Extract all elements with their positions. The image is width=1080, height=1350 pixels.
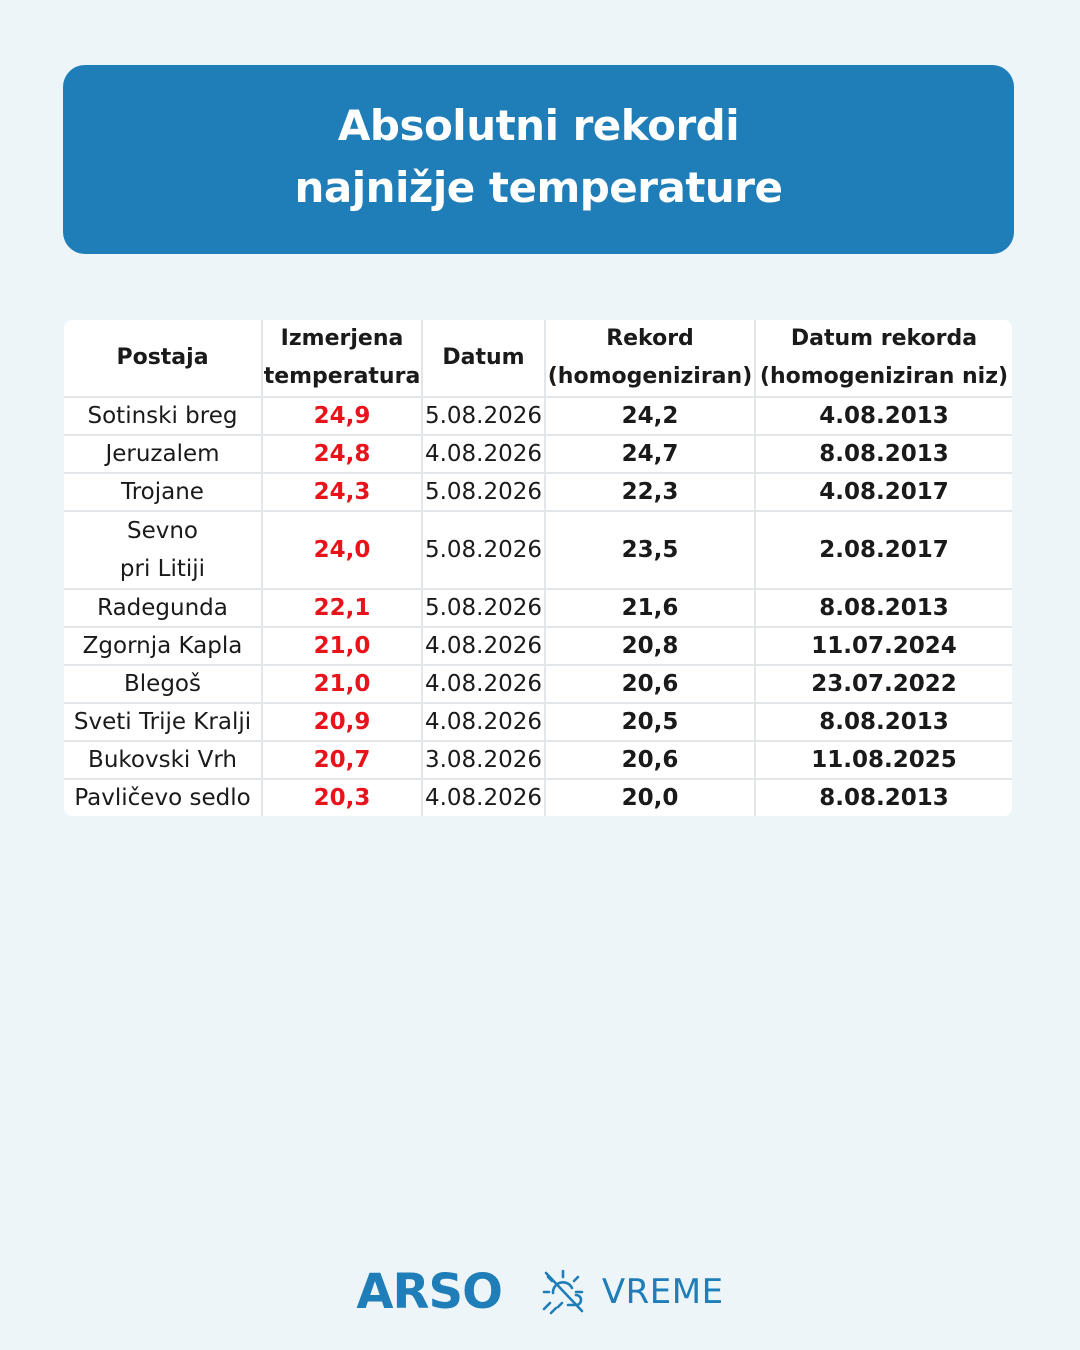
record-date-cell: 8.08.2013 <box>755 435 1012 473</box>
records-table <box>64 320 1012 816</box>
header-measured-line1: Izmerjena <box>280 326 404 351</box>
date-cell: 4.08.2026 <box>422 703 545 741</box>
table-row <box>64 511 1012 589</box>
measured-temp-cell: 20,9 <box>262 703 422 741</box>
table-row <box>64 589 1012 627</box>
header-record <box>545 320 755 397</box>
record-cell: 20,8 <box>545 627 755 665</box>
date-cell: 4.08.2026 <box>422 435 545 473</box>
title-line-1: Absolutni rekordi <box>337 100 740 150</box>
records-table-container <box>64 320 1012 816</box>
record-cell: 23,5 <box>545 511 755 589</box>
vreme-label: VREME <box>601 1272 724 1312</box>
station-cell: Bukovski Vrh <box>64 741 262 779</box>
record-date-cell: 11.07.2024 <box>755 627 1012 665</box>
station-cell: Sveti Trije Kralji <box>64 703 262 741</box>
record-date-cell: 8.08.2013 <box>755 779 1012 816</box>
table-row <box>64 703 1012 741</box>
header-record-date-line1: Datum rekorda <box>790 326 978 351</box>
table-row <box>64 779 1012 816</box>
header-record-line2: (homogeniziran) <box>547 364 753 389</box>
record-cell: 20,6 <box>545 665 755 703</box>
table-row <box>64 665 1012 703</box>
station-cell: Zgornja Kapla <box>64 627 262 665</box>
header-date: Datum <box>422 320 545 397</box>
header-record-date <box>755 320 1012 397</box>
station-cell: Trojane <box>64 473 262 511</box>
record-date-cell: 23.07.2022 <box>755 665 1012 703</box>
record-cell: 21,6 <box>545 589 755 627</box>
title-banner <box>63 65 1014 254</box>
measured-temp-cell: 24,8 <box>262 435 422 473</box>
footer-branding <box>0 1262 1080 1322</box>
record-cell: 20,5 <box>545 703 755 741</box>
measured-temp-cell: 24,9 <box>262 397 422 435</box>
record-date-cell: 4.08.2017 <box>755 473 1012 511</box>
date-cell: 3.08.2026 <box>422 741 545 779</box>
header-record-line1: Rekord <box>606 326 694 351</box>
station-cell: Pavličevo sedlo <box>64 779 262 816</box>
measured-temp-cell: 20,7 <box>262 741 422 779</box>
table-row <box>64 435 1012 473</box>
measured-temp-cell: 20,3 <box>262 779 422 816</box>
record-cell: 24,2 <box>545 397 755 435</box>
date-cell: 4.08.2026 <box>422 627 545 665</box>
measured-temp-cell: 24,3 <box>262 473 422 511</box>
record-cell: 20,0 <box>545 779 755 816</box>
record-cell: 24,7 <box>545 435 755 473</box>
station-cell: Blegoš <box>64 665 262 703</box>
measured-temp-cell: 21,0 <box>262 627 422 665</box>
table-row <box>64 473 1012 511</box>
table-row <box>64 741 1012 779</box>
record-cell: 20,6 <box>545 741 755 779</box>
arso-logo: ARSO <box>356 1264 502 1320</box>
station-line2: pri Litiji <box>119 556 206 582</box>
date-cell: 5.08.2026 <box>422 511 545 589</box>
date-cell: 4.08.2026 <box>422 779 545 816</box>
record-date-cell: 8.08.2013 <box>755 703 1012 741</box>
date-cell: 5.08.2026 <box>422 473 545 511</box>
table-row <box>64 397 1012 435</box>
measured-temp-cell: 24,0 <box>262 511 422 589</box>
date-cell: 5.08.2026 <box>422 589 545 627</box>
header-measured-line2: temperatura <box>263 364 421 389</box>
date-cell: 4.08.2026 <box>422 665 545 703</box>
station-cell: Jeruzalem <box>64 435 262 473</box>
station-line1: Sevno <box>126 518 198 544</box>
record-date-cell: 2.08.2017 <box>755 511 1012 589</box>
header-measured <box>262 320 422 397</box>
title-line-2: najnižje temperature <box>294 162 783 212</box>
sun-cloud-icon <box>538 1267 588 1317</box>
header-station: Postaja <box>64 320 262 397</box>
header-record-date-line2: (homogeniziran niz) <box>759 364 1009 389</box>
measured-temp-cell: 21,0 <box>262 665 422 703</box>
table-header-row <box>64 320 1012 397</box>
station-cell <box>64 511 262 589</box>
record-date-cell: 4.08.2013 <box>755 397 1012 435</box>
record-date-cell: 11.08.2025 <box>755 741 1012 779</box>
record-date-cell: 8.08.2013 <box>755 589 1012 627</box>
date-cell: 5.08.2026 <box>422 397 545 435</box>
record-cell: 22,3 <box>545 473 755 511</box>
station-cell: Sotinski breg <box>64 397 262 435</box>
table-row <box>64 627 1012 665</box>
measured-temp-cell: 22,1 <box>262 589 422 627</box>
station-cell: Radegunda <box>64 589 262 627</box>
